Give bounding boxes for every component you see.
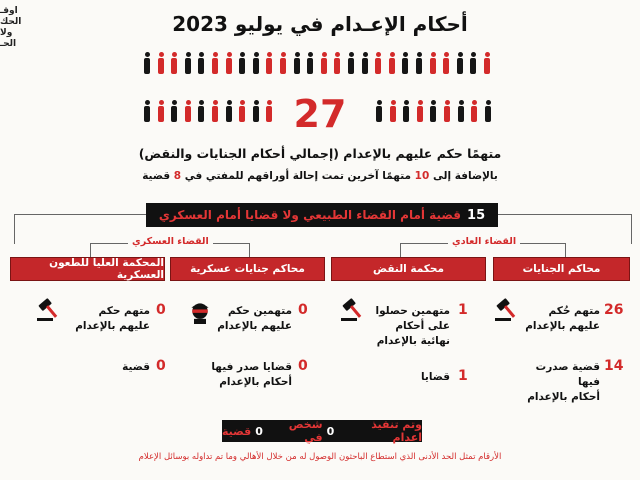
person-figure [390,100,396,122]
person-figure [470,52,476,74]
text-line: أحكام بالإعدام [527,391,600,403]
text-line: قضايا صدر فيها [211,361,292,373]
person-figure [239,52,245,74]
referred-count: 10 [414,170,430,182]
text-line: أحكام بالإعدام [219,376,292,388]
connector-line [14,214,15,244]
person-figure [185,100,191,122]
military-sentenced-label [208,304,292,334]
text-line: عليهم بالإعدام [75,320,150,332]
text-line: قضية [122,361,150,373]
person-figure [334,52,340,74]
person-figure [185,52,191,74]
connector-line [90,243,91,257]
connector-line [565,243,566,257]
person-figure [471,100,477,122]
connector-line [400,243,401,257]
cassation-sentenced-count: 1 [458,302,468,318]
executions-mid: شخص في [288,418,323,444]
header-criminal-courts: محاكم الجنايات [493,257,630,281]
person-figure [430,52,436,74]
person-figure [375,52,381,74]
text-line: عليهم بالإعدام [525,320,600,332]
text-line: نهائية بالإعدام [376,335,450,347]
person-figure [457,52,463,74]
person-figure [307,52,313,74]
supreme-sentenced-label [66,304,150,334]
logo-line: الحك [0,17,22,27]
person-figure [443,52,449,74]
person-figure [212,100,218,122]
person-figure [144,100,150,122]
text-line: على أحكام [395,320,450,332]
person-figure [226,52,232,74]
person-figure [212,52,218,74]
referred-cases: 8 [173,170,182,182]
logo-line: أوقـ [0,6,18,16]
subtitle-detail [0,170,640,182]
text-line: متهم حُكم [548,305,600,317]
person-figure [226,100,232,122]
person-figure [348,52,354,74]
subtitle-post: قضية [142,170,171,182]
military-judiciary-label: القضاء العسكري [128,236,213,247]
person-figure [430,100,436,122]
header-military-criminal-courts: محاكم جنايات عسكرية [170,257,325,281]
criminal-cases-count: 14 [604,358,624,374]
person-figure [417,100,423,122]
text-line: قضايا [420,371,450,383]
text-line: متهمين حصلوا [375,305,450,317]
person-figure [239,100,245,122]
person-figure [294,52,300,74]
person-figure [321,52,327,74]
connector-line [249,243,250,257]
person-figure [389,52,395,74]
person-figure [402,52,408,74]
person-figure [253,52,259,74]
person-figure [253,100,259,122]
person-figure [444,100,450,122]
gavel-icon [34,298,62,322]
subtitle-mid: متهمًا آخرين تمت إحالة أوراقهم للمفتي في [184,170,411,182]
person-figure [416,52,422,74]
text-line: عليهم بالإعدام [217,320,292,332]
military-sentenced-count: 0 [298,302,308,318]
connector-line [498,214,632,215]
person-figure [485,100,491,122]
person-figure [376,100,382,122]
person-figure [266,52,272,74]
cases-banner [146,203,498,227]
person-figure [458,100,464,122]
person-figure [266,100,272,122]
subtitle-pre: بالإضافة إلى [432,170,498,182]
person-figure [158,52,164,74]
criminal-sentenced-count: 26 [604,302,624,318]
gavel-icon [492,298,520,322]
logo-line: الحـ [0,39,17,49]
person-figure [198,52,204,74]
executions-banner [222,420,422,442]
text-line: متهم حكم [98,305,150,317]
person-figure [362,52,368,74]
cases-text: قضية أمام القضاء الطبيعي ولا قضايا أمام العسكري [158,208,462,222]
criminal-cases-label [514,360,600,405]
military-cases-label [208,360,292,390]
footnote: الأرقام تمثل الحد الأدنى الذي استطاع الباحثون الوصول له من خلال الأهالي وما تم تداوله بوسائل الإعلام [138,452,502,462]
executions-post: قضية [222,424,252,438]
connector-line [14,214,146,215]
text-line: متهمين حكم [227,305,292,317]
connector-line [631,214,632,244]
page-title: أحكام الإعـدام في يوليو 2023 [172,12,468,36]
gavel-icon [338,298,366,322]
person-figure [144,52,150,74]
military-cases-count: 0 [298,358,308,374]
person-figure [198,100,204,122]
logo-line: ولا [0,28,13,38]
text-line: قضية صدرت فيها [535,361,600,388]
header-cassation-court: محكمة النقض [331,257,486,281]
supreme-sentenced-count: 0 [156,302,166,318]
executions-pre: وتم تنفيذ اعدام [371,418,422,444]
supreme-cases-label [96,360,150,375]
subtitle: متهمًا حكم عليهم بالإعدام (إجمالي أحكام الجنايات والنقض) [138,146,502,161]
executions-count: 0 [326,424,335,438]
header-supreme-military-court: المحكمة العليا للطعون العسكرية [10,257,165,281]
person-figure [171,52,177,74]
total-count: 27 [293,92,347,136]
criminal-sentenced-label [524,304,600,334]
cassation-cases-count: 1 [458,368,468,384]
cassation-sentenced-label [370,304,450,349]
person-figure [484,52,490,74]
supreme-cases-count: 0 [156,358,166,374]
person-figure [171,100,177,122]
civil-judiciary-label: القضاء العادي [448,236,520,247]
person-figure [158,100,164,122]
cassation-cases-label [380,370,450,385]
person-figure [403,100,409,122]
executions-cases: 0 [255,424,263,438]
person-figure [280,52,286,74]
cases-count: 15 [467,207,486,223]
